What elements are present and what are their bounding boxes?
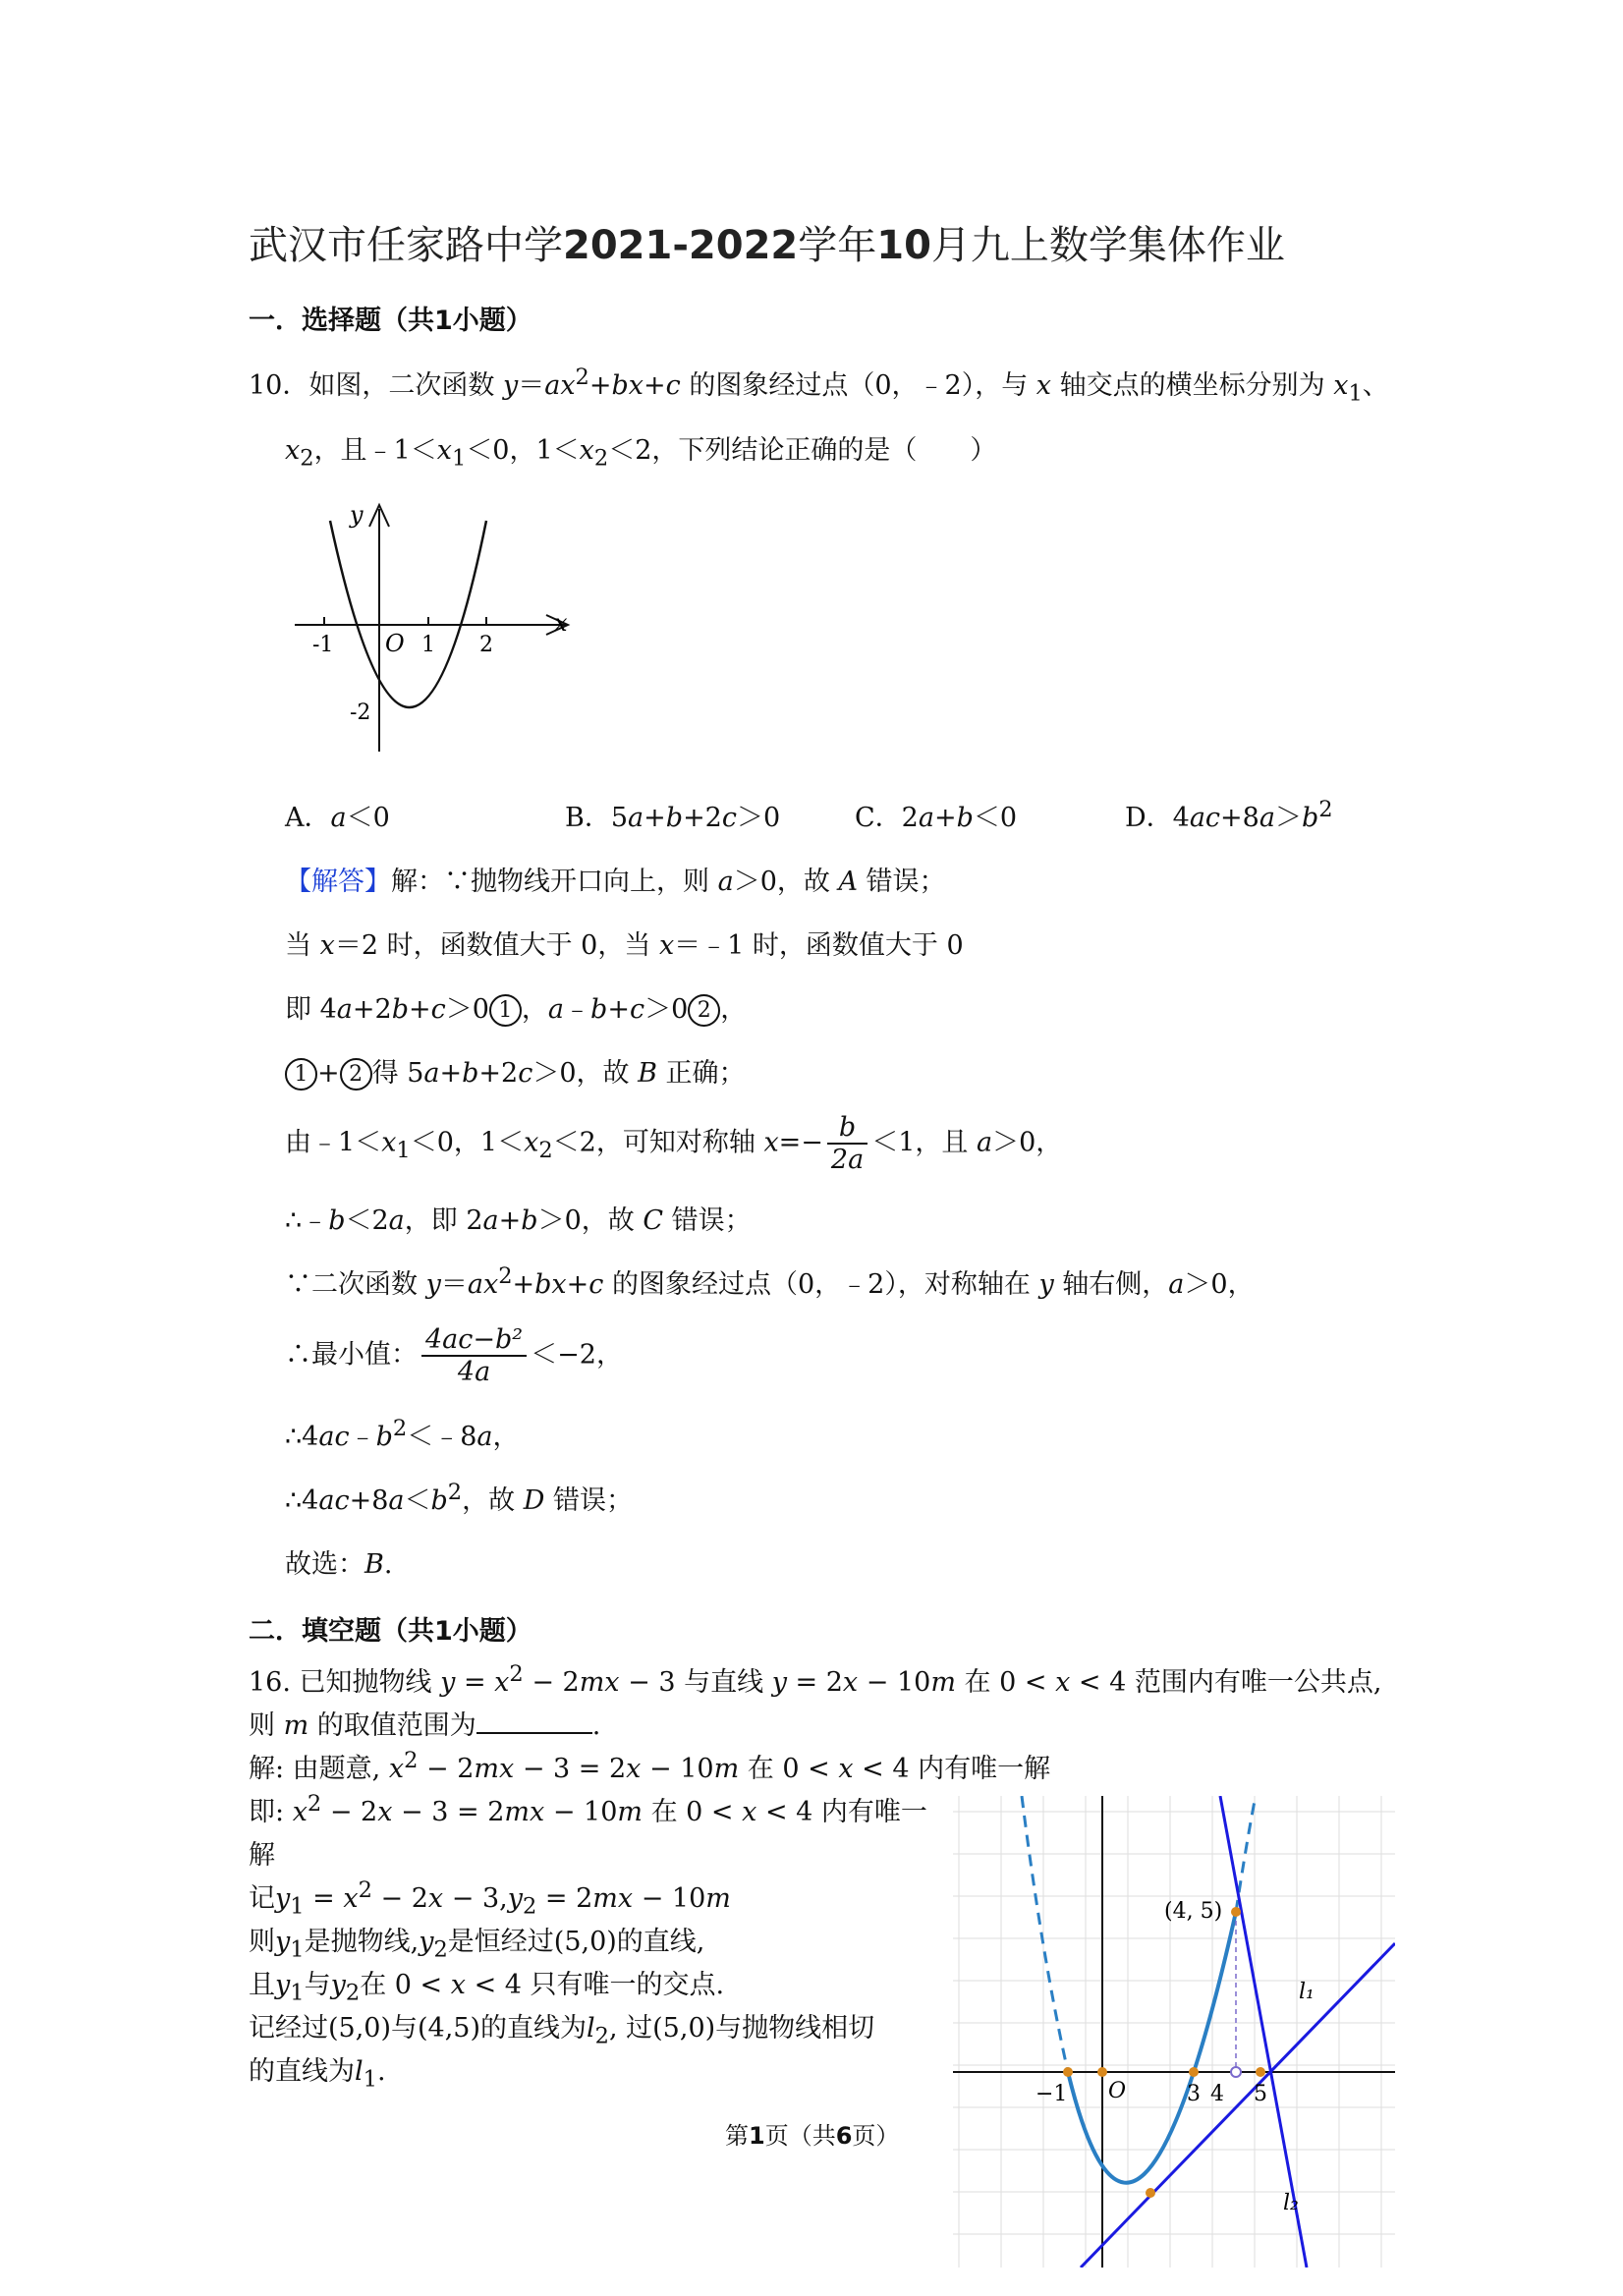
x-label: x (554, 609, 568, 637)
solution-line-6: 且$y_1$与$y_2$在 0 < x < 4 只有唯一的交点. (249, 1970, 725, 2006)
question-10-line1: 10．如图，二次函数 $y=ax^2+bx+c$ 的图象经过点（0，﹣2），与 x 轴交点的横坐标分别为 $x_1$、 (249, 364, 1389, 407)
solution-line-2: 即: $x^2 - 2x - 3 = 2mx - 10m$ 在 0 < x < 4 内有唯一 (249, 1791, 927, 1827)
point-neg1 (1063, 2067, 1073, 2077)
tick-3: 3 (1187, 2082, 1201, 2106)
point-origin-x (1097, 2067, 1107, 2077)
answer-line-2: 当 x＝2 时，函数值大于 0，当 x＝﹣1 时，函数值大于 0 (285, 930, 964, 961)
answer-line-11: 故选：B. (285, 1549, 393, 1580)
answer-line-7: ∵二次函数 $y=ax^2+bx+c$ 的图象经过点（0，﹣2），对称轴在 y 轴右侧，a＞0， (285, 1263, 1255, 1300)
answer-line-3: 即 4a+2b+c＞0 1 ，a﹣b+c＞0 2 ， (285, 994, 748, 1025)
point-4-5 (1231, 1907, 1241, 1917)
option-a[interactable]: A．a＜0 (285, 803, 390, 833)
option-b[interactable]: B．5a+b+2c＞0 (565, 803, 781, 833)
tick-neg1: −1 (1035, 2082, 1068, 2106)
tick-1: 1 (421, 633, 435, 657)
origin-label: O (385, 630, 405, 657)
label-point-4-5: (4, 5) (1164, 1899, 1223, 1924)
parabola-solid (1068, 1912, 1236, 2183)
question-10-parabola-graph (285, 491, 589, 766)
solution-line-7: 记经过(5,0)与(4,5)的直线为$l_2$, 过(5,0)与抛物线相切 (249, 2013, 875, 2049)
option-c[interactable]: C．2a+b＜0 (855, 803, 1018, 833)
y-label: y (350, 501, 364, 529)
tick-5: 5 (1254, 2082, 1267, 2106)
origin-label: O (1108, 2079, 1127, 2103)
answer-line-1: 【解答】解：∵抛物线开口向上，则 a＞0，故 A 错误； (285, 867, 946, 897)
option-d[interactable]: D．$4ac+8a>b^2$ (1125, 797, 1333, 833)
point-5 (1256, 2067, 1265, 2077)
tick-neg1: -1 (312, 633, 334, 657)
answer-blank[interactable] (476, 1710, 592, 1734)
label-l2: l₂ (1283, 2191, 1299, 2215)
tick-2: 2 (479, 633, 493, 657)
grid (953, 1796, 1395, 2268)
question-10-line2: $x_2$，且$﹣1<x_1<0$，$1<x_2<2$，下列结论正确的是（ ） (285, 435, 997, 472)
solution-line-8: 的直线为$l_1$. (249, 2056, 386, 2093)
answer-line-5: 由$﹣1<x_1<0$，$1<x_2<2$，可知对称轴 x=− $\frac{b}{2a}$ ＜1，且 a＞0， (285, 1112, 1063, 1175)
section-heading-fill: 二．填空题（共1小题） (249, 1616, 532, 1647)
section-heading-choice: 一．选择题（共1小题） (249, 306, 532, 336)
parabola-curve (330, 521, 486, 707)
page-footer: 第1页（共6页） (725, 2122, 900, 2150)
tick-neg2: -2 (350, 700, 371, 725)
solution-line-5: 则$y_1$是抛物线$,y_2$是恒经过(5,0)的直线, (249, 1927, 705, 1963)
answer-line-10: $\therefore 4ac+8a<b^2$，故 D 错误； (285, 1480, 633, 1516)
parabola-dashed-left (1022, 1796, 1068, 2072)
question-16-graph (953, 1796, 1395, 2268)
answer-line-4: 1 + 2 得 5a+b+2c＞0，故 B 正确； (285, 1051, 746, 1091)
answer-tag: 【解答】 (285, 867, 391, 897)
answer-line-8: ∴最小值： $\frac{\text{4ac−b²}}{4a}$ ＜−2， (285, 1324, 623, 1387)
point-4 (1231, 2067, 1241, 2077)
answer-line-6: ∴﹣b＜2a，即 2a+b＞0，故 C 错误； (285, 1205, 752, 1236)
solution-line-1: 解: 由题意, $x^2 - 2mx - 3 = 2x - 10m$ 在 0 < x < 4 内有唯一解 (249, 1748, 1051, 1784)
tangent-point (1146, 2188, 1155, 2198)
tick-4: 4 (1210, 2082, 1224, 2106)
question-16-line1: 16. 已知抛物线 $y = x^2 - 2mx - 3$ 与直线 y = 2x − 10m 在 0 < x < 4 范围内有唯一公共点, (249, 1661, 1382, 1698)
answer-line-9: $\therefore 4ac﹣b^2<﹣8a$， (285, 1416, 520, 1452)
solution-line-4: 记$y_1 = x^2 - 2x - 3,y_2 = 2mx - 10m$ (249, 1877, 731, 1920)
point-3 (1189, 2067, 1199, 2077)
solution-line-3: 解 (249, 1840, 275, 1871)
question-16-line2: 则 m 的取值范围为 . (249, 1710, 601, 1741)
label-l1: l₁ (1299, 1980, 1315, 2004)
page-title: 武汉市任家路中学2021-2022学年10月九上数学集体作业 (249, 223, 1285, 268)
